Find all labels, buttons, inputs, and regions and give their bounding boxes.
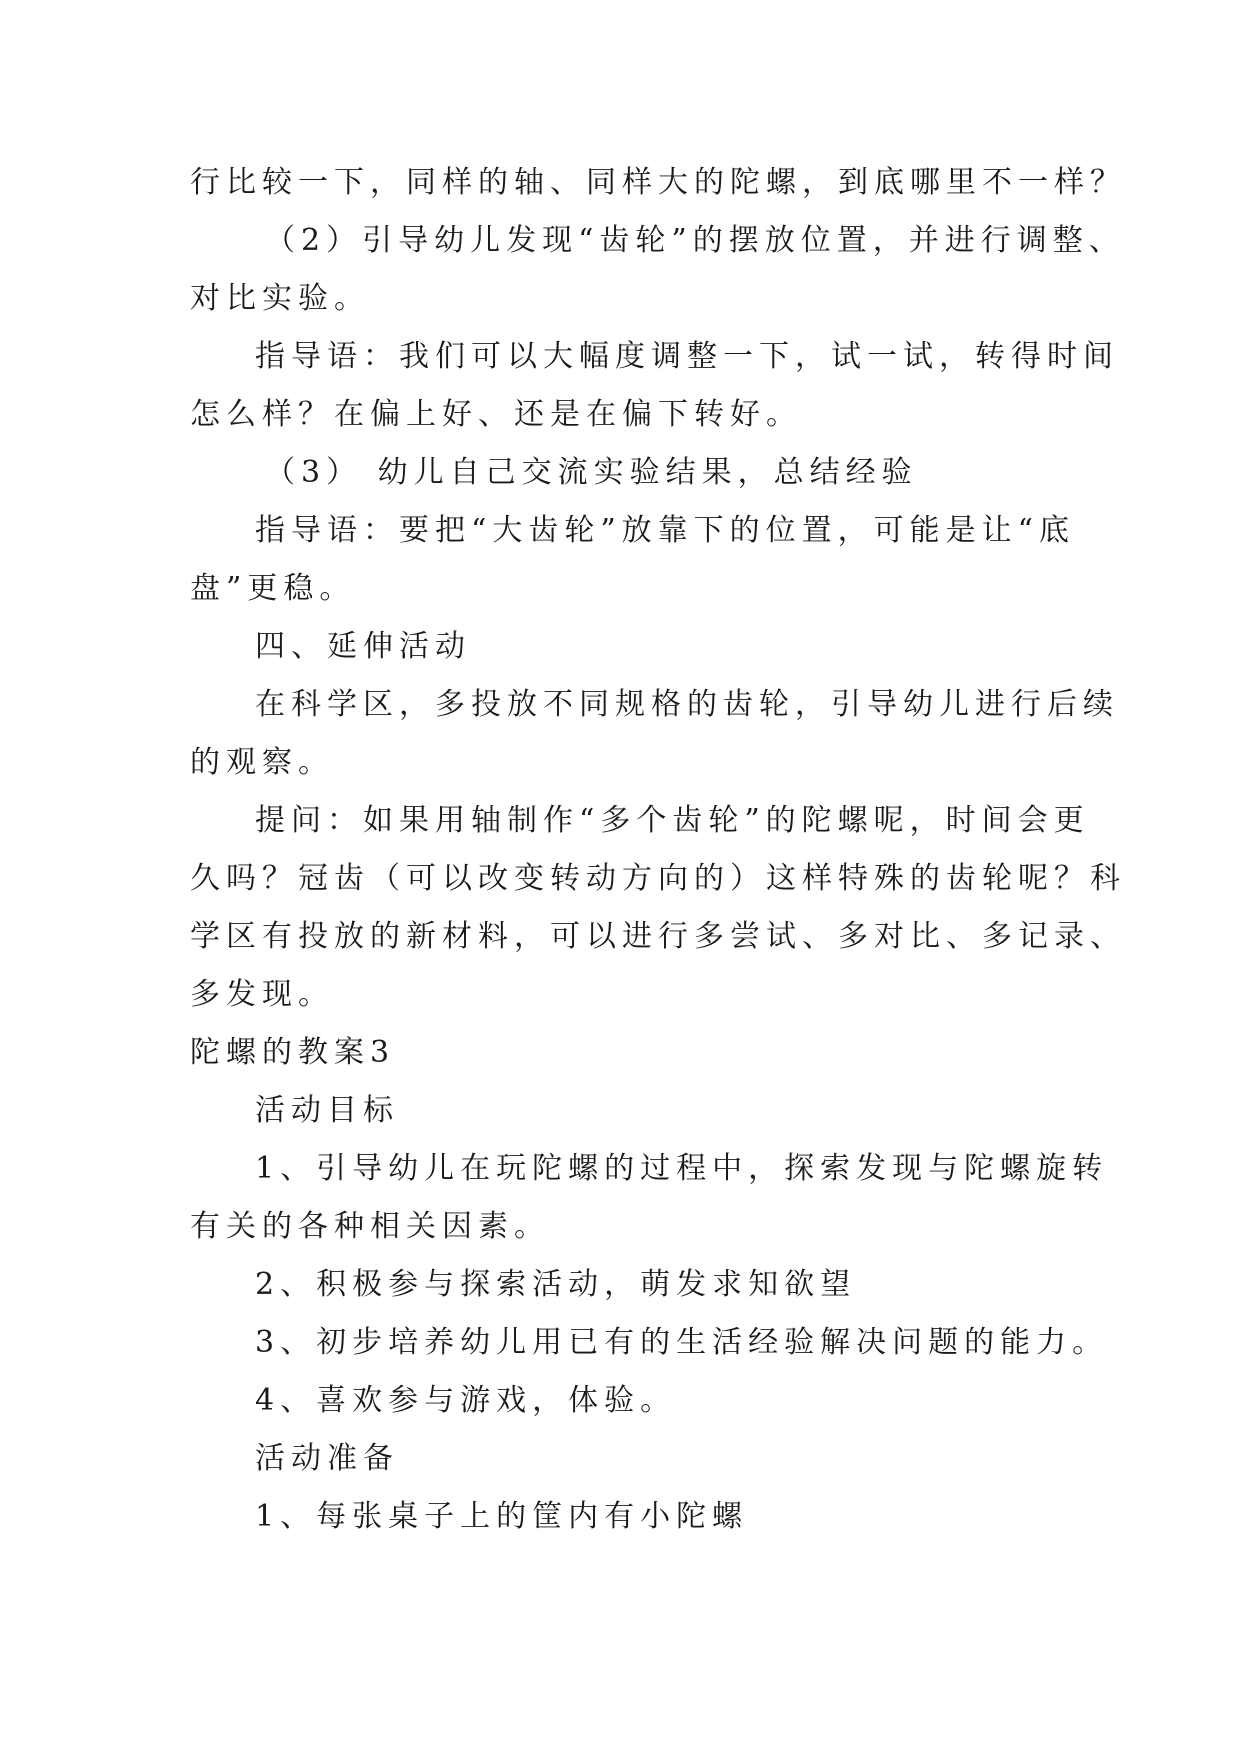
paragraph-line: 在科学区，多投放不同规格的齿轮，引导幼儿进行后续 — [255, 687, 1119, 722]
paragraph-line: 有关的各种相关因素。 — [190, 1209, 550, 1244]
list-item: 1、引导幼儿在玩陀螺的过程中，探索发现与陀螺旋转 — [255, 1151, 1109, 1186]
paragraph-line: 行比较一下，同样的轴、同样大的陀螺，到底哪里不一样？ — [190, 165, 1126, 200]
section-heading: 活动准备 — [255, 1441, 399, 1476]
document-title: 陀螺的教案3 — [190, 1035, 396, 1070]
paragraph-line: 提问：如果用轴制作“多个齿轮”的陀螺呢，时间会更 — [255, 803, 1090, 838]
paragraph-line: 多发现。 — [190, 977, 334, 1012]
paragraph-line: （2）引导幼儿发现“齿轮”的摆放位置，并进行调整、 — [265, 223, 1125, 258]
paragraph-line: 对比实验。 — [190, 281, 370, 316]
list-item: 1、每张桌子上的筐内有小陀螺 — [255, 1499, 749, 1534]
paragraph-line: 怎么样？在偏上好、还是在偏下转好。 — [190, 397, 802, 432]
paragraph-line: 的观察。 — [190, 745, 334, 780]
paragraph-line: 指导语：我们可以大幅度调整一下，试一试，转得时间 — [255, 339, 1119, 374]
paragraph-line: 指导语：要把“大齿轮”放靠下的位置，可能是让“底 — [255, 513, 1076, 548]
section-heading: 活动目标 — [255, 1093, 399, 1128]
list-item: 3、初步培养幼儿用已有的生活经验解决问题的能力。 — [255, 1325, 1109, 1360]
list-item: 4、喜欢参与游戏，体验。 — [255, 1383, 677, 1418]
paragraph-line: 盘”更稳。 — [190, 571, 356, 606]
paragraph-line: 久吗？冠齿（可以改变转动方向的）这样特殊的齿轮呢？科 — [190, 861, 1126, 896]
list-item: 2、积极参与探索活动，萌发求知欲望 — [255, 1267, 857, 1302]
paragraph-line: 学区有投放的新材料，可以进行多尝试、多对比、多记录、 — [190, 919, 1126, 954]
paragraph-line: （3） 幼儿自己交流实验结果，总结经验 — [265, 455, 918, 490]
section-heading: 四、延伸活动 — [255, 629, 471, 664]
